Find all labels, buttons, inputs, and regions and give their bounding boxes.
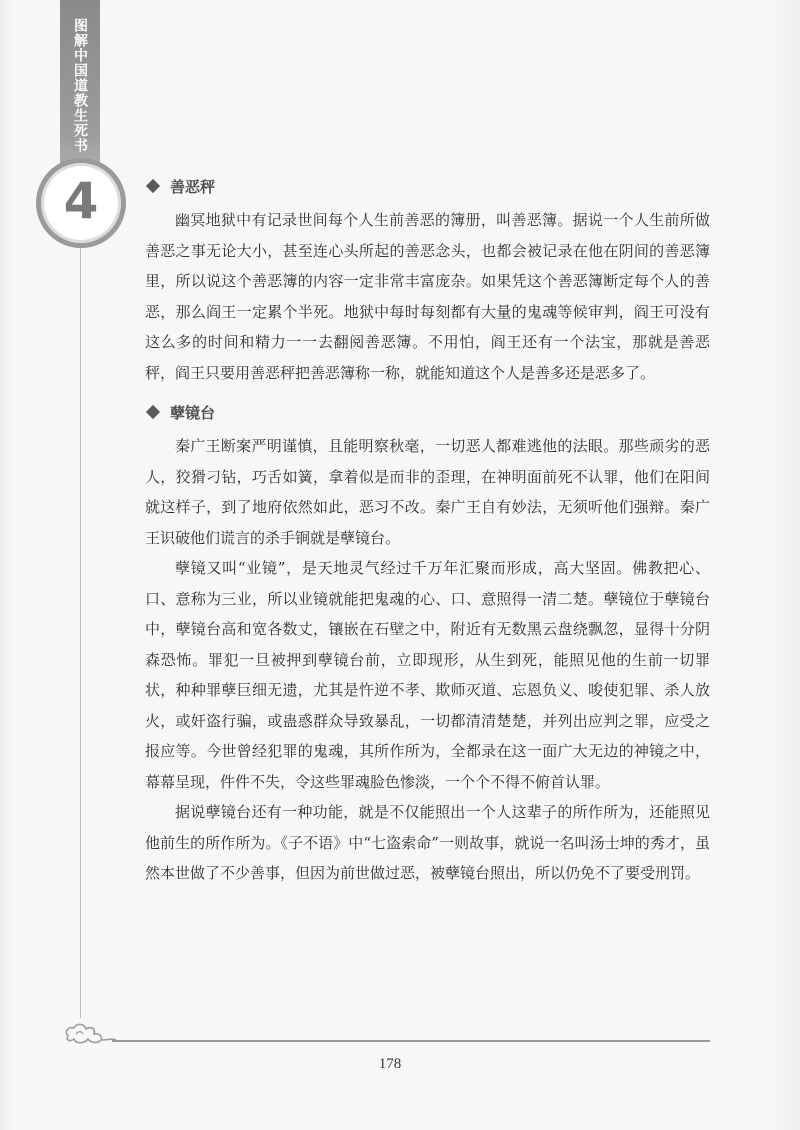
diamond-bullet-icon [146, 179, 160, 193]
book-title [60, 18, 100, 168]
section-heading-scale [145, 174, 710, 198]
margin-rule [80, 248, 81, 1018]
cloud-ornament-icon [62, 1018, 118, 1048]
page-content [145, 174, 710, 889]
book-title-text: 图解中国道教生死书 [72, 18, 88, 153]
section-title: 孽镜台 [170, 403, 216, 422]
paragraph: 孽镜又叫“业镜”，是天地灵气经过千万年汇聚而形成，高大坚固。佛教把心、口、意称为三业，所以业镜就能把鬼魂的心、口、意照得一清二楚。孽镜位于孽镜台中，孽镜台高和宽各数丈，镶嵌在石壁之中，附近有无数黑云盘绕飘忽，显得十分阴森恐怖。罪犯一旦被押到孽镜台前，立即现形，从生到死，能照见他的生前一切罪状，种种罪孽巨细无遗，尤其是忤逆不孝、欺师灭道、忘恩负义、唆使犯罪、杀人放火，或奸盗行骗，或蛊惑群众导致暴乱，一切都清清楚楚，并列出应判之罪，应受之报应等。今世曾经犯罪的鬼魂，其所作所为，全都录在这一面广大无边的神镜之中，幕幕呈现，件件不失，令这些罪魂脸色惨淡，一个个不得不俯首认罪。 [145, 559, 710, 791]
paragraph: 据说孽镜台还有一种功能，就是不仅能照出一个人这辈子的所作所为，还能照见他前生的所作所为。《子不语》中“七盗索命”一则故事，就说一名叫汤士坤的秀才，虽然本世做了不少善事，但因为前世做过恶，被孽镜台照出，所以仍免不了要受刑罚。 [145, 803, 710, 882]
paragraph: 幽冥地狱中有记录世间每个人生前善恶的簿册，叫善恶簿。据说一个人生前所做善恶之事无论大小，甚至连心头所起的善恶念头，也都会被记录在他在阴间的善恶簿里，所以说这个善恶簿的内容一定非常丰富庞杂。如果凭这个善恶簿断定每个人的善恶，那么阎王一定累个半死。地狱中每时每刻都有大量的鬼魂等候审判，阎王可没有这么多的时间和精力一一去翻阅善恶簿。不用怕，阎王还有一个法宝，那就是善恶秤，阎王只要用善恶秤把善恶簿称一称，就能知道这个人是善多还是恶多了。 [145, 211, 710, 382]
diamond-bullet-icon [146, 405, 160, 419]
footer-rule [112, 1040, 710, 1042]
chapter-number: 4 [63, 172, 99, 230]
page-number: 178 [378, 1056, 402, 1072]
section-title: 善恶秤 [170, 177, 216, 196]
section-heading-mirror [145, 400, 710, 424]
paragraph: 秦广王断案严明谨慎，且能明察秋毫，一切恶人都难逃他的法眼。那些顽劣的恶人，狡猾刁钻，巧舌如簧，拿着似是而非的歪理，在神明面前死不认罪，他们在阳间就这样子，到了地府依然如此，恶习不改。秦广王自有妙法，无须听他们强辩。秦广王识破他们谎言的杀手锏就是孽镜台。 [145, 437, 710, 547]
